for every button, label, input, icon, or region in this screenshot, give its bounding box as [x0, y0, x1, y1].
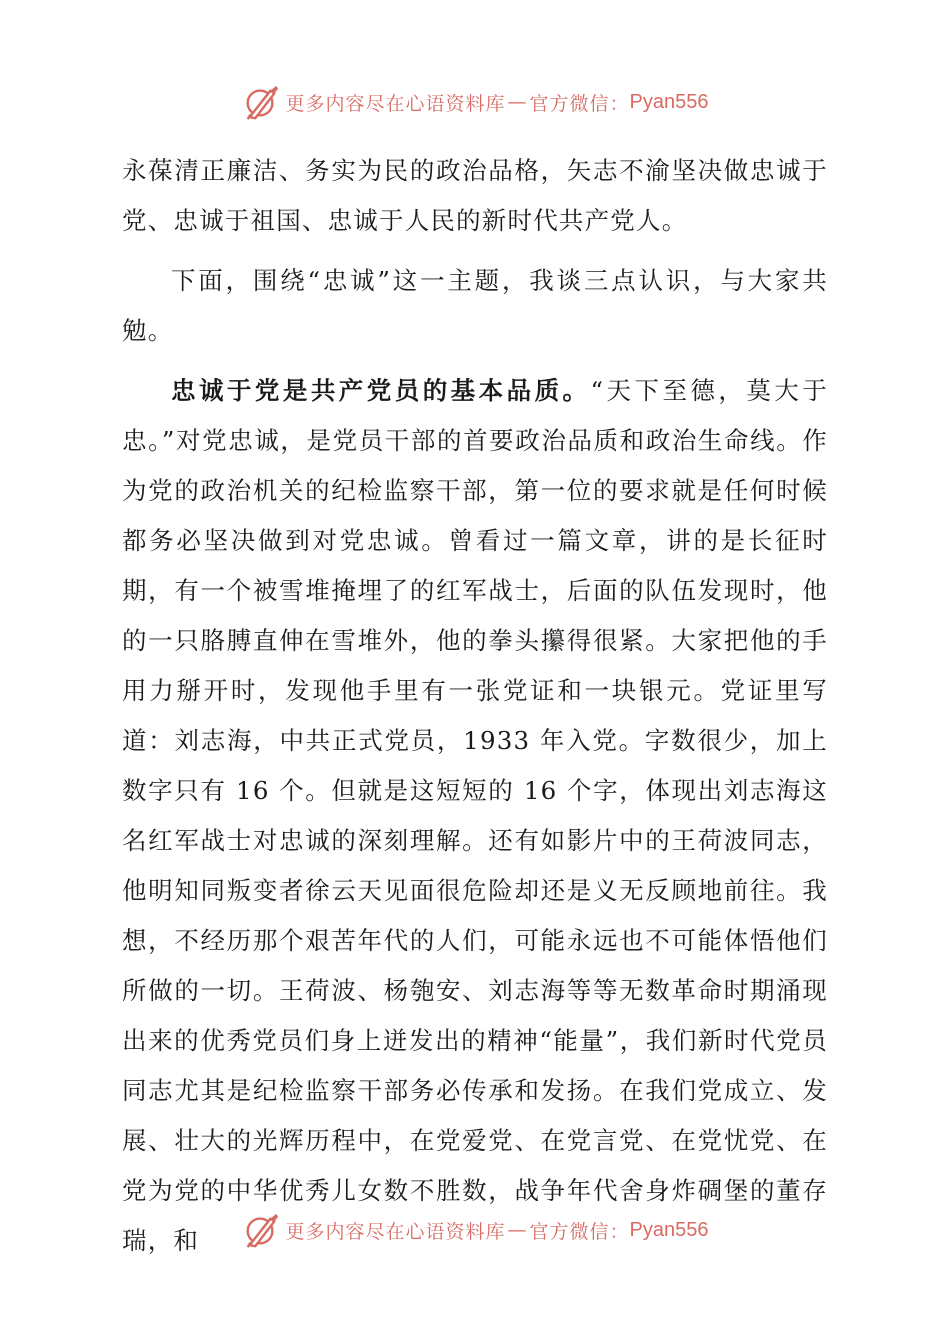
banner-wechat-id: Pyan556	[629, 90, 709, 113]
banner-official-label: 官方微信：	[529, 1220, 630, 1243]
paragraph-loyalty	[122, 366, 828, 1266]
pen-logo-icon	[242, 83, 280, 121]
banner-separator: —	[507, 91, 528, 113]
banner-wechat-id: Pyan556	[629, 1218, 709, 1241]
section-heading: 忠诚于党是共产党员的基本品质。	[171, 376, 591, 405]
header-watermark-banner	[0, 80, 950, 124]
pen-logo-icon	[242, 1211, 280, 1249]
paragraph-intro: 下面，围绕“忠诚”这一主题，我谈三点认识，与大家共勉。	[122, 266, 828, 345]
banner-site-text: 更多内容尽在心语资料库	[285, 92, 506, 115]
paragraph-continuation: 永葆清正廉洁、务实为民的政治品格，矢志不渝坚决做忠诚于党、忠诚于祖国、忠诚于人民的新时代共产党人。	[122, 156, 828, 235]
footer-watermark-banner	[0, 1208, 950, 1252]
paragraph-loyalty-text: “天下至德，莫大于忠。”对党忠诚，是党员干部的首要政治品质和政治生命线。作为党的政治机关的纪检监察干部，第一位的要求就是任何时候都务必坚决做到对党忠诚。曾看过一篇文章，讲的是长征时期，有一个被雪堆掩埋了的红军战士，后面的队伍发现时，他的一只胳膊直伸在雪堆外，他的拳头攥得很紧。大家把他的手用力掰开时，发现他手里有一张党证和一块银元。党证里写道：刘志海，中共正式党员，1933 年入党。字数很少，加上数字只有 16 个。但就是这短短的 16 个字，体现出刘志海这名红军战士对忠诚的深刻理解。还有如影片中的王荷波同志，他明知同叛变者徐云天见面很危险却还是义无反顾地前往。我想，不经历那个艰苦年代的人们，可能永远也不可能体悟他们所做的一切。王荷波、杨匏安、刘志海等等无数革命时期涌现出来的优秀党员们身上迸发出的精神“能量”，我们新时代党员同志尤其是纪检监察干部务必传承和发扬。在我们党成立、发展、壮大的光辉历程中，在党爱党、在党言党、在党忧党、在党为党的中华优秀儿女数不胜数，战争年代舍身炸碉堡的董存瑞，和	[122, 376, 829, 1255]
banner-site-text: 更多内容尽在心语资料库	[285, 1220, 506, 1243]
banner-official-label: 官方微信：	[529, 92, 630, 115]
document-body	[122, 146, 828, 1266]
banner-separator: —	[507, 1219, 528, 1241]
